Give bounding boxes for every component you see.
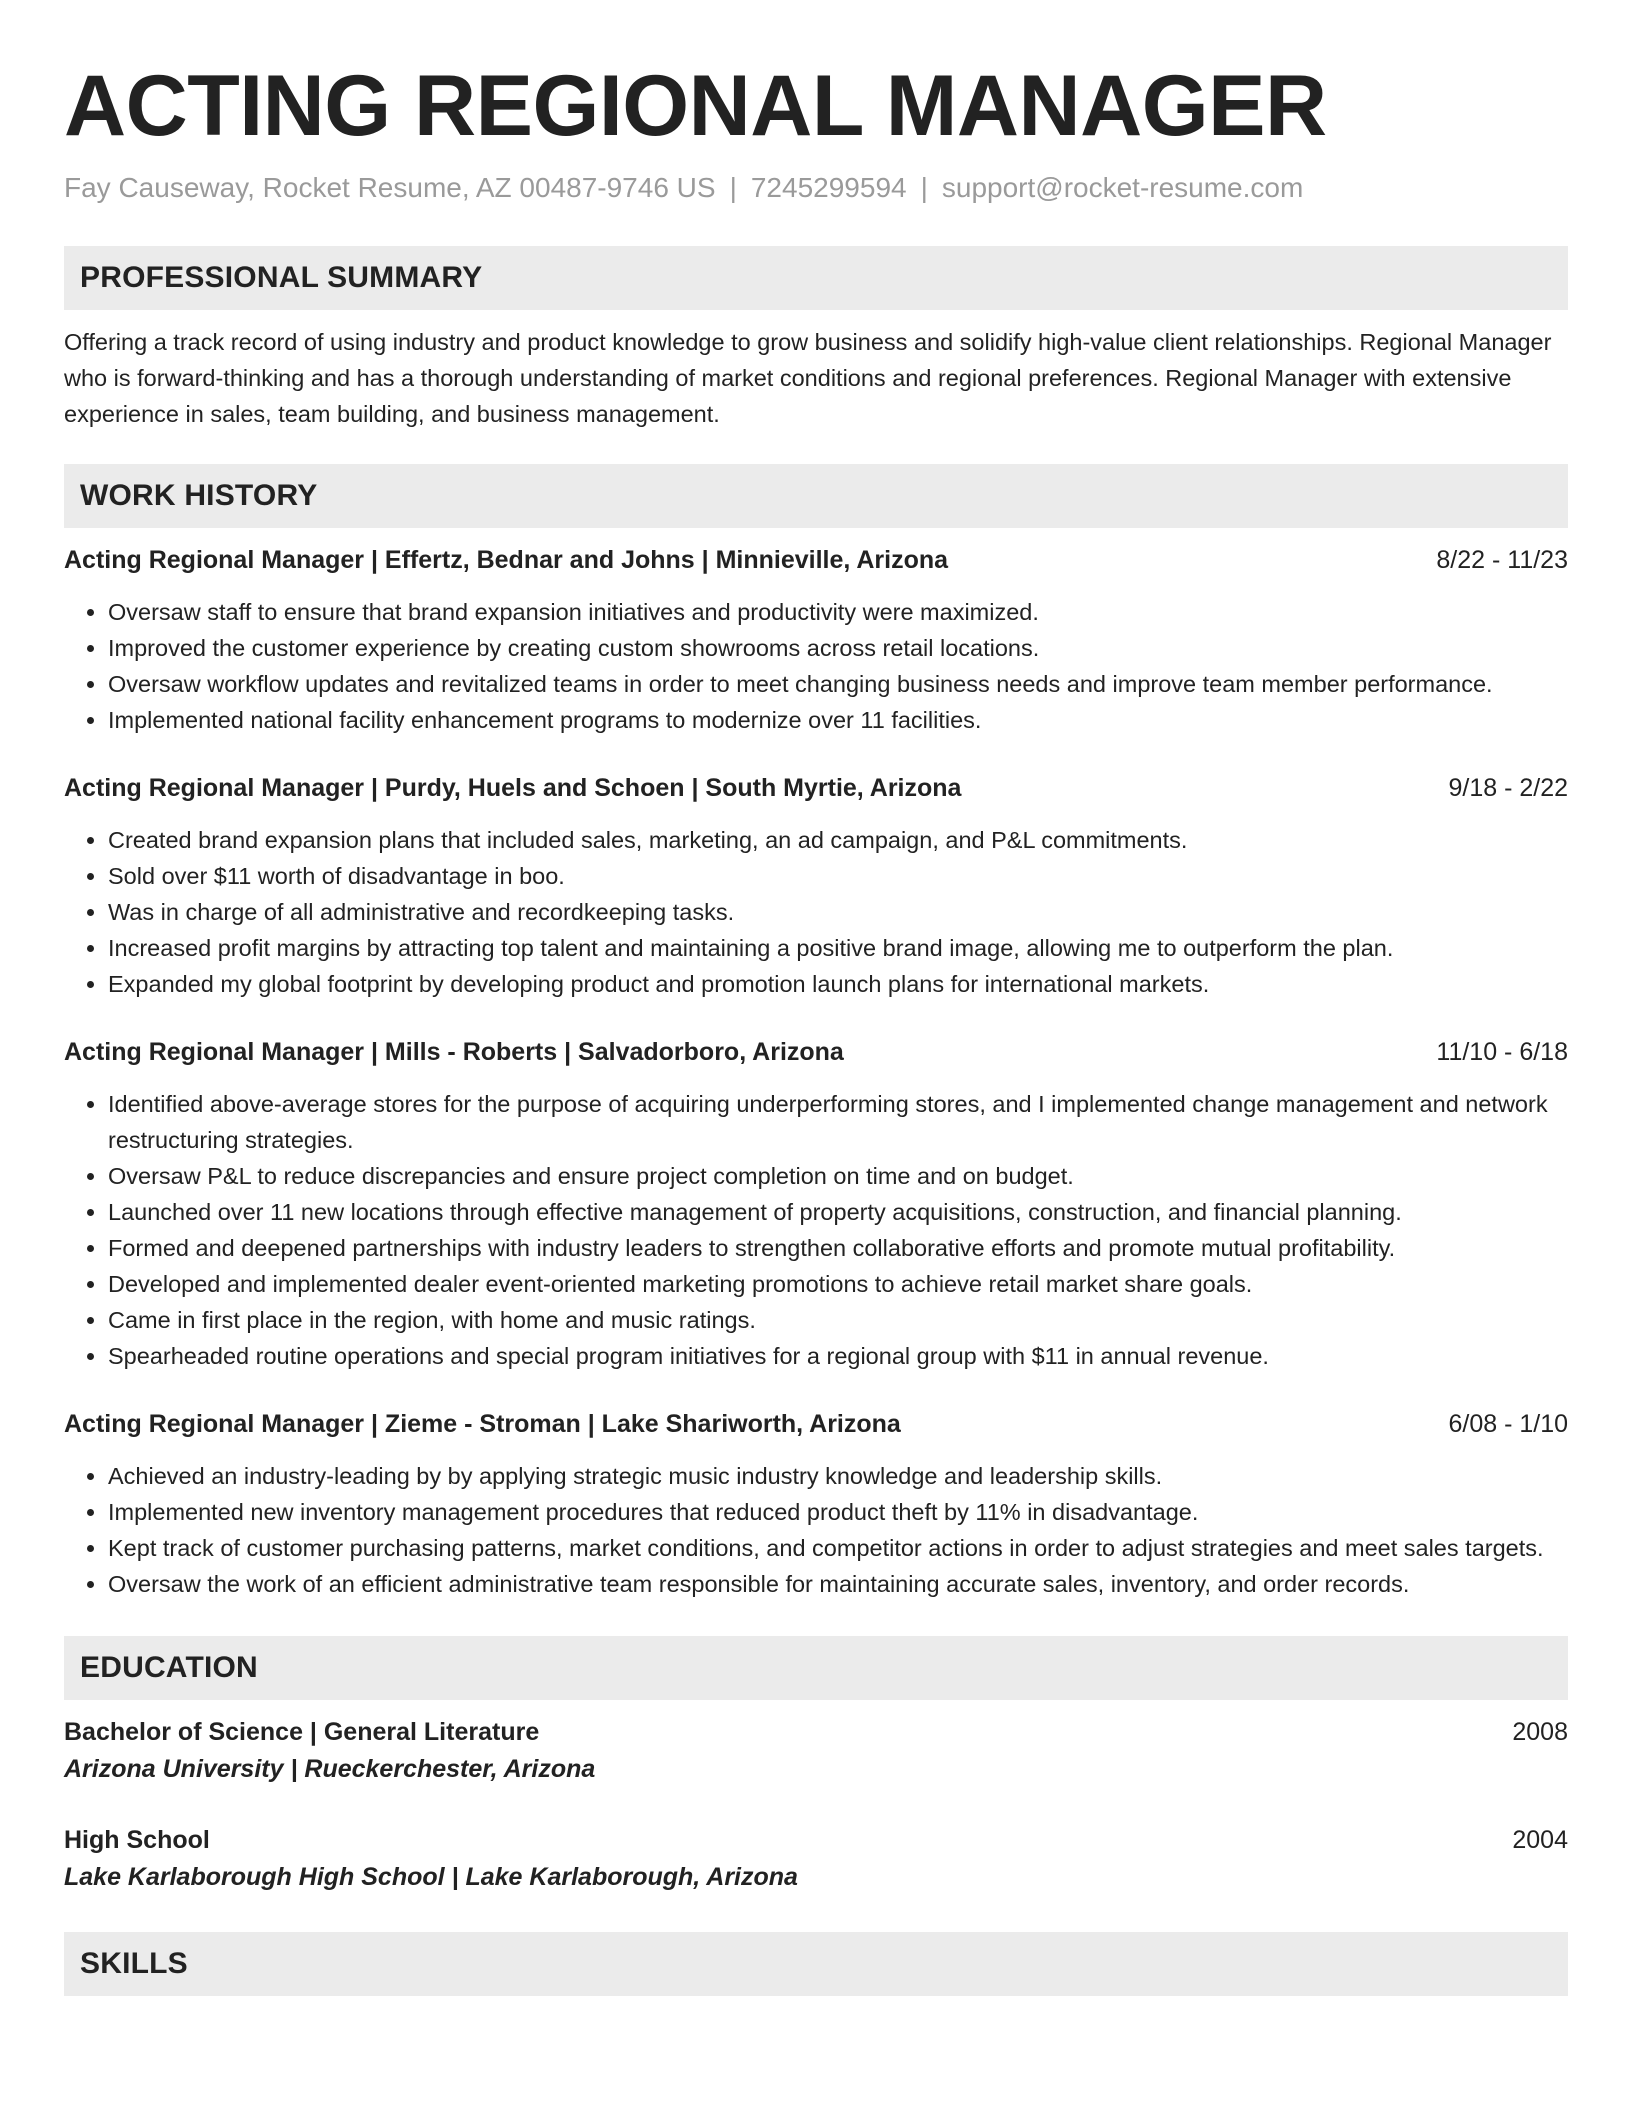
skills-section-header xyxy=(64,1932,1568,1996)
job-dates: 6/08 - 1/10 xyxy=(1448,1410,1568,1438)
contact-address: Fay Causeway, Rocket Resume, AZ 00487-9746 US xyxy=(64,172,716,203)
job-bullet: • Improved the customer experience by creating custom showrooms across retail locations. xyxy=(108,630,1568,666)
job-bullet: • Kept track of customer purchasing patterns, market conditions, and competitor actions in order to adjust strategies and meet sales targets. xyxy=(108,1530,1568,1566)
education-header xyxy=(64,1714,1568,1750)
job-entry xyxy=(64,1034,1568,1374)
education-entry xyxy=(64,1714,1568,1788)
work-heading: WORK HISTORY xyxy=(80,479,318,512)
education-degree: High School xyxy=(64,1826,210,1854)
job-bullets xyxy=(64,594,1568,738)
job-bullet: • Implemented new inventory management procedures that reduced product theft by 11% in disadvantage. xyxy=(108,1494,1568,1530)
education-entry xyxy=(64,1822,1568,1896)
contact-separator: | xyxy=(729,172,737,203)
job-bullet: • Expanded my global footprint by developing product and promotion launch plans for international markets. xyxy=(108,966,1568,1002)
education-section-header xyxy=(64,1636,1568,1700)
education-year: 2004 xyxy=(1512,1826,1568,1854)
job-title: Acting Regional Manager | Effertz, Bednar and Johns | Minnieville, Arizona xyxy=(64,546,949,574)
job-bullet: • Oversaw P&L to reduce discrepancies and ensure project completion on time and on budget. xyxy=(108,1158,1568,1194)
job-title: Acting Regional Manager | Purdy, Huels and Schoen | South Myrtie, Arizona xyxy=(64,774,962,802)
job-bullet: • Came in first place in the region, with home and music ratings. xyxy=(108,1302,1568,1338)
job-bullet: • Spearheaded routine operations and special program initiatives for a regional group with $11 in annual revenue. xyxy=(108,1338,1568,1374)
job-entry xyxy=(64,542,1568,738)
job-dates: 8/22 - 11/23 xyxy=(1436,546,1568,574)
job-entry xyxy=(64,1406,1568,1602)
education-year: 2008 xyxy=(1512,1718,1568,1746)
contact-phone: 7245299594 xyxy=(750,172,907,203)
job-bullet: • Launched over 11 new locations through effective management of property acquisitions, construction, and financial planning. xyxy=(108,1194,1568,1230)
job-bullet: • Created brand expansion plans that included sales, marketing, an ad campaign, and P&L commitments. xyxy=(108,822,1568,858)
summary-section-header xyxy=(64,246,1568,310)
resume-name: ACTING REGIONAL MANAGER xyxy=(64,58,1327,154)
job-bullet: • Identified above-average stores for the purpose of acquiring underperforming stores, and I implemented change management and network restructuring strategies. xyxy=(108,1086,1568,1158)
job-bullet: • Increased profit margins by attracting top talent and maintaining a positive brand image, allowing me to outperform the plan. xyxy=(108,930,1568,966)
job-bullet: • Oversaw workflow updates and revitalized teams in order to meet changing business needs and improve team member performance. xyxy=(108,666,1568,702)
job-dates: 11/10 - 6/18 xyxy=(1436,1038,1568,1066)
job-bullets xyxy=(64,822,1568,1002)
job-bullet: • Oversaw staff to ensure that brand expansion initiatives and productivity were maximized. xyxy=(108,594,1568,630)
job-header xyxy=(64,1406,1568,1442)
job-bullet: • Achieved an industry-leading by by applying strategic music industry knowledge and leadership skills. xyxy=(108,1458,1568,1494)
contact-email: support@rocket-resume.com xyxy=(941,172,1304,203)
job-dates: 9/18 - 2/22 xyxy=(1448,774,1568,802)
job-bullets xyxy=(64,1086,1568,1374)
contact-separator: | xyxy=(920,172,928,203)
job-bullet: • Developed and implemented dealer event-oriented marketing promotions to achieve retail market share goals. xyxy=(108,1266,1568,1302)
education-school: Lake Karlaborough High School | Lake Karlaborough, Arizona xyxy=(64,1863,798,1891)
summary-heading: PROFESSIONAL SUMMARY xyxy=(80,261,483,294)
job-bullet: • Oversaw the work of an efficient administrative team responsible for maintaining accurate sales, inventory, and order records. xyxy=(108,1566,1568,1602)
job-title: Acting Regional Manager | Mills - Roberts | Salvadorboro, Arizona xyxy=(64,1038,844,1066)
job-header xyxy=(64,542,1568,578)
job-header xyxy=(64,1034,1568,1070)
summary-text: Offering a track record of using industry and product knowledge to grow business and solidify high-value client relationships. Regional Manager who is forward-thinking and has a thorough understanding of market conditions and regional preferences. Regional Manager with extensive experience in sales, team building, and business management. xyxy=(64,329,1552,427)
education-school: Arizona University | Rueckerchester, Arizona xyxy=(64,1755,596,1783)
skills-heading: SKILLS xyxy=(80,1947,188,1980)
job-bullet: • Formed and deepened partnerships with industry leaders to strengthen collaborative efforts and promote mutual profitability. xyxy=(108,1230,1568,1266)
work-section-header xyxy=(64,464,1568,528)
job-header xyxy=(64,770,1568,806)
education-heading: EDUCATION xyxy=(80,1651,258,1684)
job-bullet: • Implemented national facility enhancement programs to modernize over 11 facilities. xyxy=(108,702,1568,738)
contact-line xyxy=(64,168,1568,208)
job-bullets xyxy=(64,1458,1568,1602)
education-header xyxy=(64,1822,1568,1858)
job-entry xyxy=(64,770,1568,1002)
job-bullet: • Was in charge of all administrative and recordkeeping tasks. xyxy=(108,894,1568,930)
education-degree: Bachelor of Science | General Literature xyxy=(64,1718,540,1746)
job-title: Acting Regional Manager | Zieme - Stroman | Lake Shariworth, Arizona xyxy=(64,1410,901,1438)
job-bullet: • Sold over $11 worth of disadvantage in boo. xyxy=(108,858,1568,894)
